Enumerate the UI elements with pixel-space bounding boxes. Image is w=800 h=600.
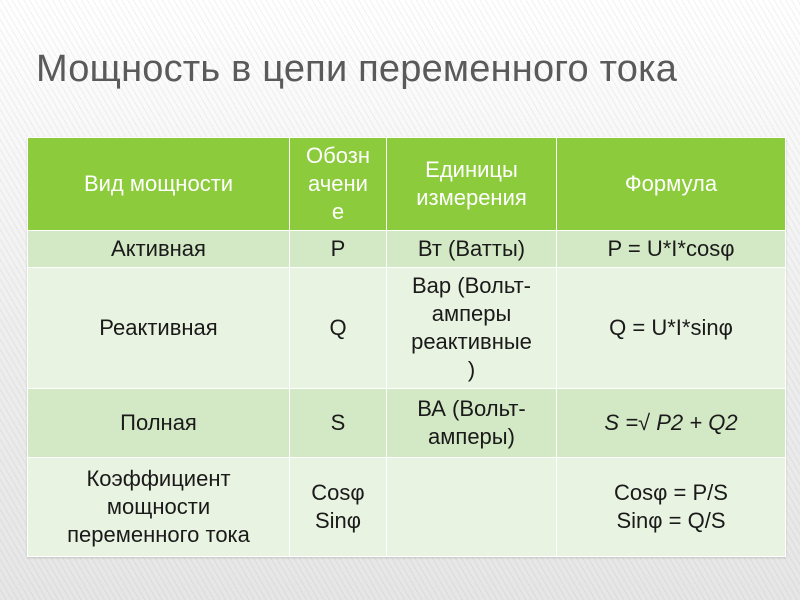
cell-units: Вт (Ватты)	[387, 231, 557, 268]
slide-title: Мощность в цепи переменного тока	[36, 48, 678, 90]
cell-units	[387, 458, 557, 557]
header-formula: Формула	[557, 138, 786, 231]
header-symbol: Обозн ачени е	[290, 138, 387, 231]
power-table	[27, 137, 786, 557]
cell-symbol: P	[290, 231, 387, 268]
cell-kind: Полная	[28, 389, 290, 458]
cell-symbol: S	[290, 389, 387, 458]
cell-units: Вар (Вольт- амперы реактивные )	[387, 268, 557, 389]
cell-kind: Активная	[28, 231, 290, 268]
cell-kind: Коэффициент мощности переменного тока	[28, 458, 290, 557]
table-row	[28, 268, 786, 389]
table-row	[28, 231, 786, 268]
table-row	[28, 389, 786, 458]
cell-units: ВА (Вольт- амперы)	[387, 389, 557, 458]
cell-formula: Q = U*I*sinφ	[557, 268, 786, 389]
cell-symbol: Q	[290, 268, 387, 389]
cell-symbol: Cosφ Sinφ	[290, 458, 387, 557]
header-units: Единицы измерения	[387, 138, 557, 231]
cell-kind: Реактивная	[28, 268, 290, 389]
header-kind: Вид мощности	[28, 138, 290, 231]
cell-formula: P = U*I*cosφ	[557, 231, 786, 268]
table-row	[28, 458, 786, 557]
header-row	[28, 138, 786, 231]
cell-formula: Cosφ = P/S Sinφ = Q/S	[557, 458, 786, 557]
cell-formula: S =√ P2 + Q2	[557, 389, 786, 458]
